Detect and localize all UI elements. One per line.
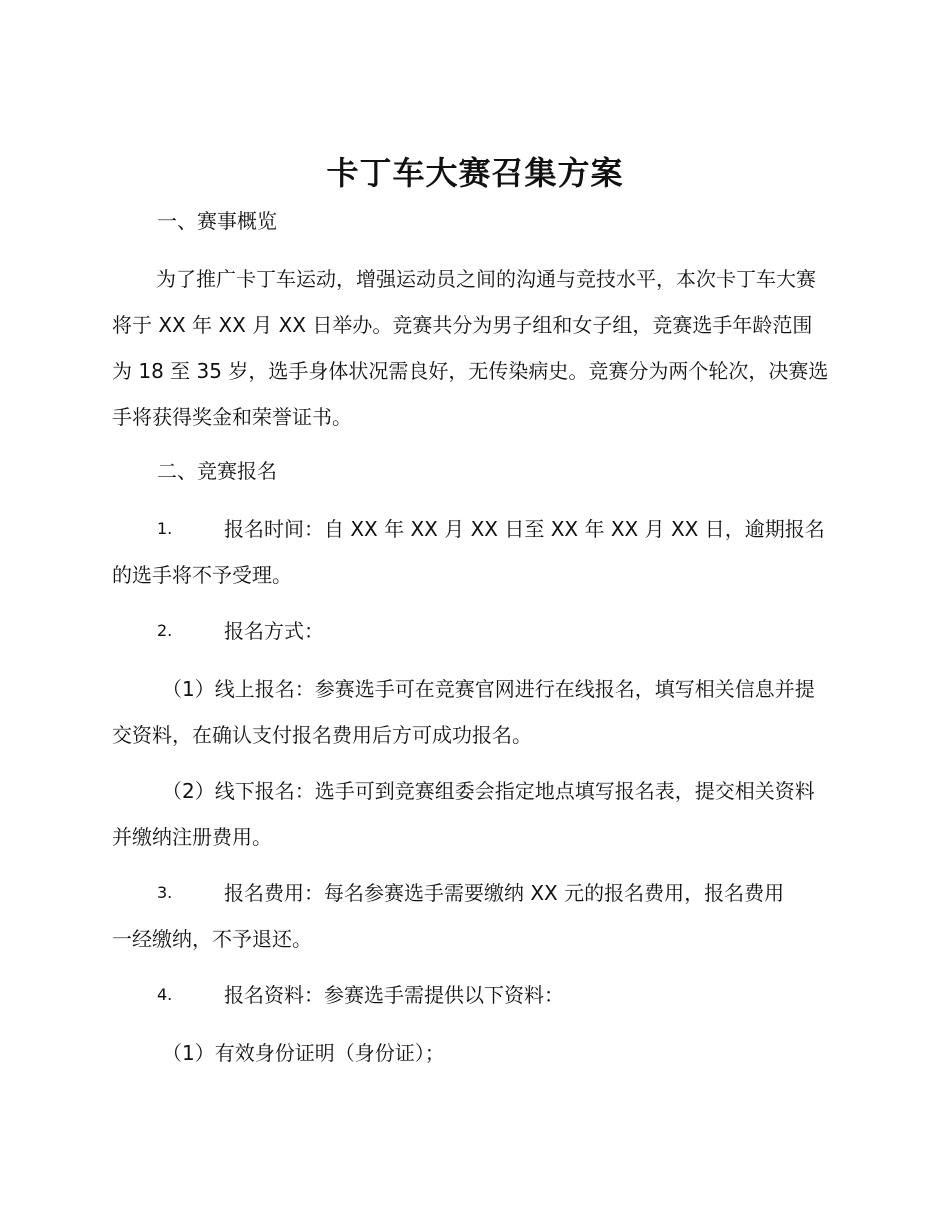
section-heading-registration: 二、竞赛报名 — [157, 459, 277, 483]
item-number-4: 4. — [157, 985, 173, 1004]
item-number-1: 1. — [157, 519, 173, 538]
overview-paragraph: 为了推广卡丁车运动，增强运动员之间的沟通与竞技水平，本次卡丁车大赛将于 XX 年 XX 月 XX 日举办。竞赛共分为男子组和女子组，竞赛选手年龄范围为 18 至 35 岁，选手身体状况需良好，无传染病史。竞赛分为两个轮次，决赛选手将获得奖金和荣誉证书。 — [112, 267, 829, 429]
item-2-sub-2: （2）线下报名：选手可到竞赛组委会指定地点填写报名表，提交相关资料并缴纳注册费用。 — [112, 779, 815, 849]
item-2-text: 报名方式： — [224, 619, 324, 643]
section-heading-overview: 一、赛事概览 — [157, 209, 277, 233]
item-4-sub-1: （1）有效身份证明（身份证）； — [162, 1041, 445, 1065]
item-3-rest: 一经缴纳，不予退还。 — [112, 927, 312, 951]
item-1-first-line: 报名时间：自 XX 年 XX 月 XX 日至 XX 年 XX 月 XX 日，逾期报名 — [224, 517, 825, 541]
item-number-3: 3. — [157, 883, 173, 902]
document-title: 卡丁车大赛召集方案 — [326, 154, 624, 192]
item-3-first-line: 报名费用：每名参赛选手需要缴纳 XX 元的报名费用，报名费用 — [224, 881, 785, 905]
item-4-text: 报名资料：参赛选手需提供以下资料： — [224, 983, 564, 1007]
item-number-2: 2. — [157, 621, 173, 640]
item-2-sub-1: （1）线上报名：参赛选手可在竞赛官网进行在线报名，填写相关信息并提交资料，在确认支付报名费用后方可成功报名。 — [112, 677, 815, 747]
item-1-rest: 的选手将不予受理。 — [112, 563, 292, 587]
